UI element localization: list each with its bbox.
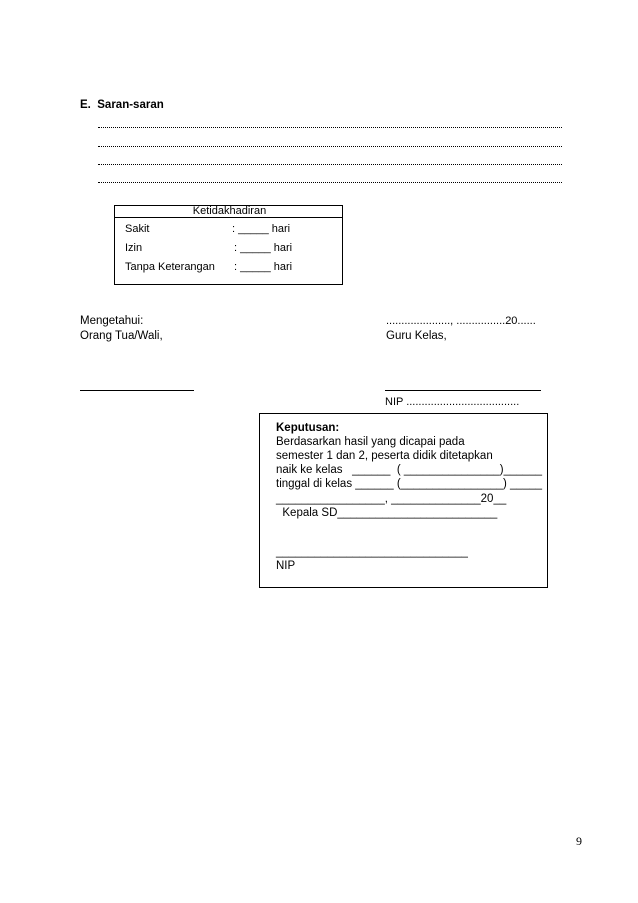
absence-label-sakit: Sakit: [125, 223, 150, 235]
absence-value-sakit: : _____ hari: [232, 223, 291, 235]
decision-line-2: semester 1 dan 2, peserta didik ditetapkan: [276, 450, 493, 462]
decision-place-date: _________________, ______________20__: [276, 493, 507, 505]
teacher-signature-line: [385, 390, 541, 391]
suggestion-line: [98, 146, 562, 147]
decision-box: [259, 413, 548, 588]
section-letter: E.: [80, 99, 91, 111]
absence-value-tanpa-keterangan: : _____ hari: [234, 261, 293, 273]
decision-nip: NIP: [276, 560, 296, 572]
acknowledge-label: Mengetahui:: [80, 315, 144, 327]
absence-box: [114, 205, 343, 285]
teacher-nip: NIP .....................................: [385, 396, 520, 408]
teacher-label: Guru Kelas,: [386, 330, 447, 342]
absence-label-izin: Izin: [125, 242, 143, 254]
decision-title: Keputusan:: [276, 422, 340, 434]
page-number: 9: [576, 834, 582, 848]
suggestion-line: [98, 164, 562, 165]
absence-label-tanpa-keterangan: Tanpa Keterangan: [125, 261, 215, 273]
decision-signature-line: ______________________________: [276, 546, 468, 558]
decision-line-1: Berdasarkan hasil yang dicapai pada: [276, 436, 465, 448]
suggestion-line: [98, 182, 562, 183]
parent-signature-line: [80, 390, 194, 391]
suggestion-line: [98, 127, 562, 128]
absence-title: Ketidakhadiran: [192, 205, 267, 217]
place-date-line: ....................., ................20......: [386, 315, 536, 327]
parent-label: Orang Tua/Wali,: [80, 330, 163, 342]
section-heading: [80, 98, 164, 112]
section-title: Saran-saran: [97, 99, 164, 111]
decision-promoted: naik ke kelas ______ ( _______________)______: [276, 464, 542, 476]
absence-header-divider: [115, 217, 342, 218]
decision-retained: tinggal di kelas ______ (________________) _____: [276, 478, 543, 490]
decision-principal: Kepala SD_________________________: [276, 507, 498, 519]
absence-value-izin: : _____ hari: [234, 242, 293, 254]
